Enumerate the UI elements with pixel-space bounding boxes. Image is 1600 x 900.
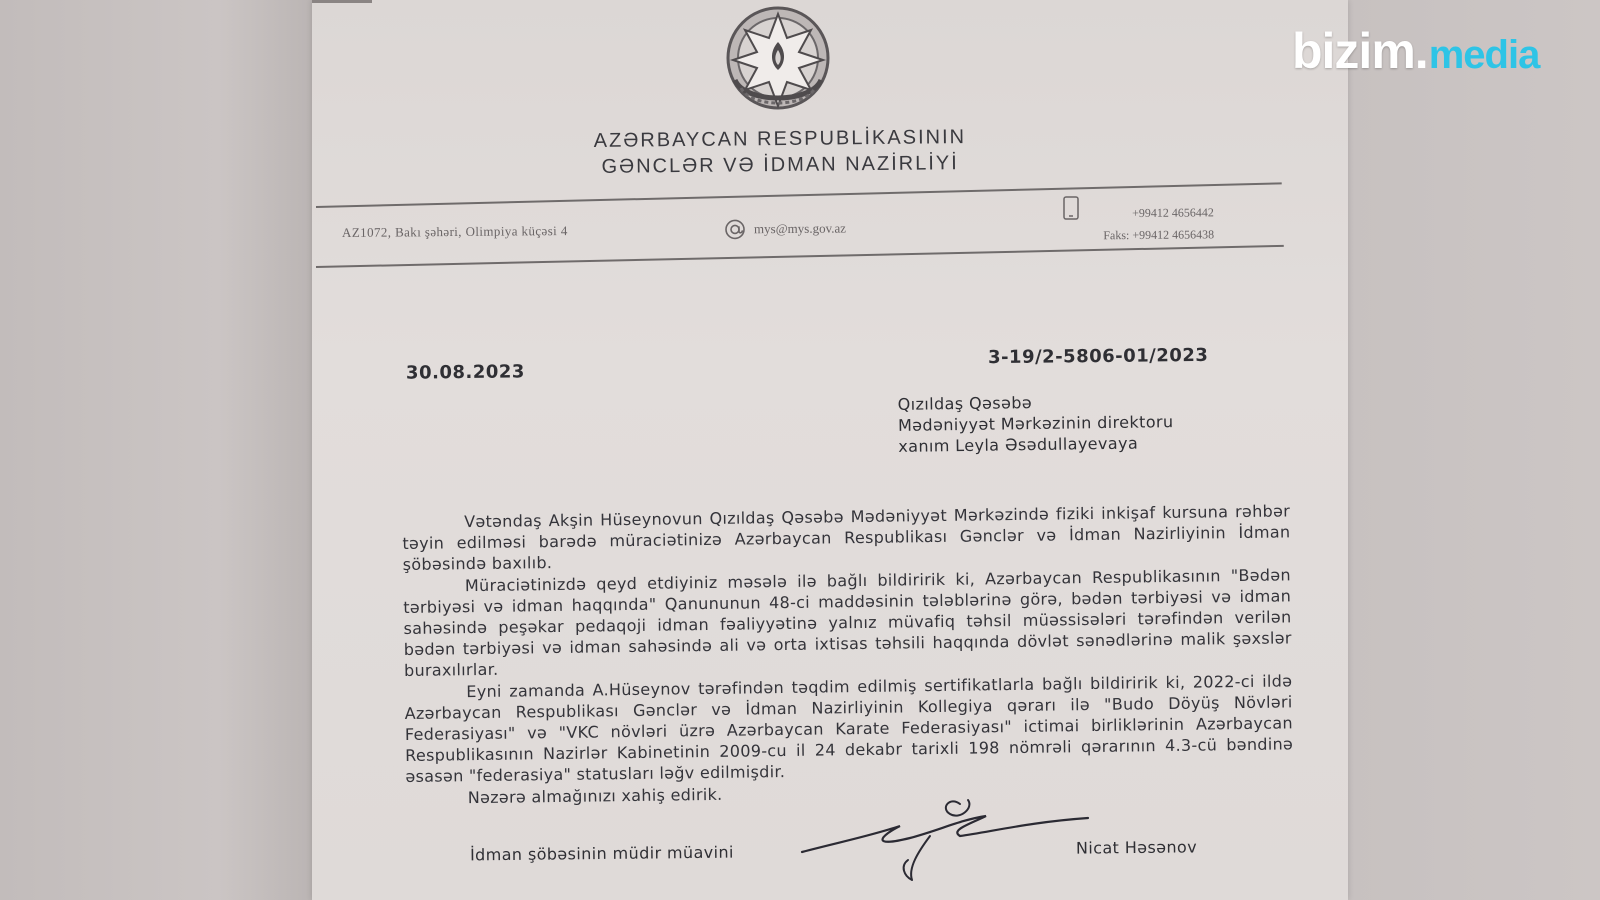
handwritten-signature — [800, 796, 1090, 884]
body-paragraph: Vətəndaş Akşin Hüseynovun Qızıldaş Qəsəbə Mədəniyyət Mərkəzində fiziki inkişaf kursuna rəhbər təyin edilməsi barədə müraciətinizə Azərbaycan Respublikası Gənclər və İdman Nazirliyinin İdman şöbəsində baxılıb. — [402, 501, 1291, 575]
recipient-line1: Qızıldaş Qəsəbə — [897, 393, 1033, 414]
contact-block — [1054, 201, 1214, 246]
logo-text-bizim: bizim — [1292, 23, 1415, 79]
body-paragraph: Eyni zamanda A.Hüseynov tərəfindən təqdim edilmiş sertifikatlarla bağlı bildiririk ki, 2022-ci ildə Azərbaycan Respublikası Gənclər və İdman Nazirliyinin Kollegiya qərarı ilə "Budo Döyüş Növləri Federasiyası" və "VKC növləri üzrə Azərbaycan Karate Federasiyası" ictimai birliklərinin Azərbaycan Respublikasının Nazirlər Kabinetinin 2009-cu il 24 dekabr tarixli 198 nömrəli qərarının 4.3-cü bəndinə əsasən "federasiya" statusları ləğv edilmişdir. — [404, 670, 1294, 787]
paper-corner-mark — [312, 0, 372, 3]
body-paragraph: Nəzərə almağınızı xahiş edirik. — [467, 784, 723, 807]
logo-dot: . — [1414, 23, 1429, 79]
signer-title: İdman şöbəsinin müdir müavini — [469, 842, 734, 865]
state-emblem-icon — [707, 4, 849, 116]
ministry-email: mys@mys.gov.az — [753, 220, 847, 237]
reference-number: 3-19/2-5806-01/2023 — [987, 344, 1209, 369]
recipient-line3: xanım Leyla Əsədullayevaya — [898, 433, 1139, 456]
ministry-name-line2: GƏNCLƏR VƏ İDMAN NAZİRLİYİ — [601, 152, 959, 178]
logo-text-media: media — [1428, 33, 1540, 77]
ministry-name — [540, 123, 1021, 180]
ministry-fax: Faks: +99412 4656438 — [1103, 227, 1215, 243]
recipient-block — [898, 390, 1174, 457]
letter-body — [402, 500, 1294, 808]
email-block — [724, 217, 846, 240]
ministry-name-line1: AZƏRBAYCAN RESPUBLİKASININ — [593, 126, 967, 152]
ministry-address: AZ1072, Bakı şəhəri, Olimpiya küçəsi 4 — [341, 223, 568, 240]
signer-name: Nicat Həsənov — [1075, 837, 1198, 858]
recipient-line2: Mədəniyyət Mərkəzinin direktoru — [897, 412, 1174, 435]
letter-date: 30.08.2023 — [405, 361, 525, 384]
body-paragraph: Müraciətinizdə qeyd etdiyiniz məsələ ilə bağlı bildiririk ki, Azərbaycan Respublikasının "Bədən tərbiyəsi və idman haqqında" Qanununun 48-ci maddəsinin tələblərinə görə, bədən tərbiyəsi və idman sahəsində peşəkar pedaqoji idman fəaliyyətinə yalnız müvafiq təhsil müəssisələri tərəfindən verilən bədən tərbiyəsi və idman sahəsində ali və orta ixtisas təhsili haqqında dövlət sənədlərinə malik şəxslər buraxılırlar. — [403, 564, 1292, 681]
bizim-media-logo — [1292, 22, 1539, 78]
at-sign-icon — [724, 218, 746, 240]
background-right — [1348, 0, 1600, 900]
background-left — [0, 0, 312, 900]
ministry-phone: +99412 4656442 — [1132, 205, 1214, 221]
